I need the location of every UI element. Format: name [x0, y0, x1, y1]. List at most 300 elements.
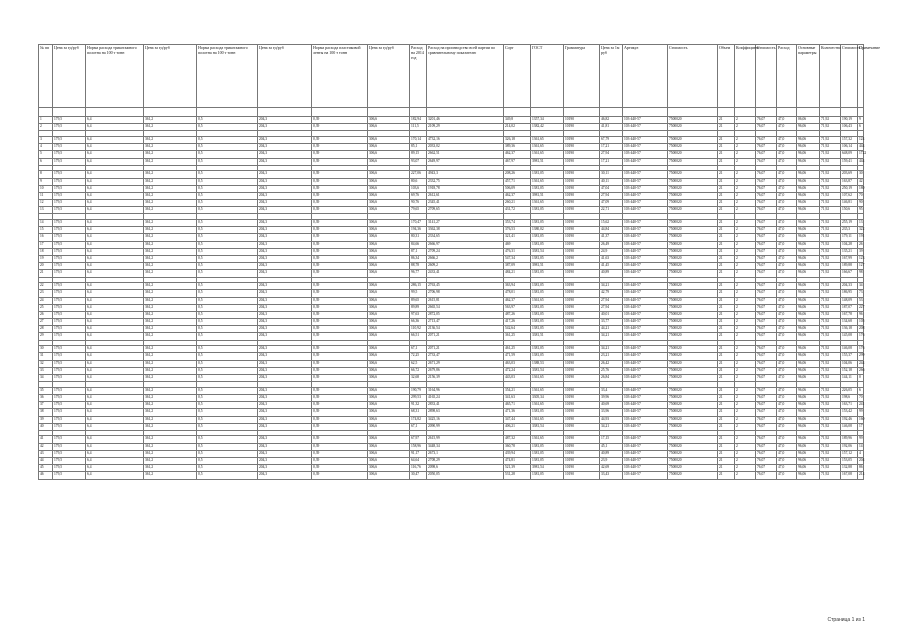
table-cell: 0,5 — [197, 465, 258, 472]
table-cell: 349,8 — [504, 117, 531, 124]
table-cell: 0,39 — [312, 353, 368, 360]
table-cell: 96,06 — [797, 158, 820, 165]
table-cell: 306,6 — [368, 207, 410, 214]
table-cell: 21 — [718, 319, 735, 326]
table-cell: 34,21 — [600, 283, 623, 290]
table-cell: 179,5 — [53, 220, 86, 227]
table-row — [39, 171, 864, 178]
table-cell: 0,39 — [312, 436, 368, 443]
table-cell: 66,72 — [410, 367, 427, 374]
table-row — [39, 319, 864, 326]
table-cell: 71,92 — [820, 353, 841, 360]
empty-cell — [820, 108, 841, 117]
table-cell: 21 — [718, 248, 735, 255]
empty-cell — [735, 108, 756, 117]
table-cell: 0,5 — [197, 192, 258, 199]
table-cell: 9 — [858, 117, 864, 124]
table-cell: 2 — [735, 283, 756, 290]
table-cell: 4943,3 — [427, 171, 504, 178]
table-cell: 10190 — [564, 304, 600, 311]
table-cell: 1382,42 — [531, 124, 564, 131]
table-cell: 0,39 — [312, 387, 368, 394]
table-cell: 179,5 — [53, 304, 86, 311]
table-cell: 0,5 — [197, 185, 258, 192]
table-cell: 0,39 — [312, 144, 368, 151]
table-cell: 179,5 — [53, 416, 86, 423]
table-cell: 103-440-57 — [623, 416, 668, 423]
table-cell: 96,06 — [797, 416, 820, 423]
table-cell: 0,39 — [312, 297, 368, 304]
table-cell: 103-440-57 — [623, 200, 668, 207]
table-cell: 2708,29 — [427, 458, 504, 465]
table-cell: 44,84 — [600, 227, 623, 234]
empty-cell — [312, 108, 368, 117]
table-cell: 71,92 — [820, 171, 841, 178]
table-cell: 10190 — [564, 283, 600, 290]
table-cell: 1381,05 — [531, 283, 564, 290]
table-cell: 21 — [718, 387, 735, 394]
table-row — [39, 117, 864, 124]
table-cell: 7500020 — [668, 402, 718, 409]
table-cell: 6,4 — [86, 367, 144, 374]
table-cell: 13 — [858, 220, 864, 227]
table-cell: 531,28 — [504, 472, 531, 479]
table-cell: 306,6 — [368, 248, 410, 255]
table-cell: 47,0 — [777, 443, 797, 450]
table-cell: 204,3 — [258, 248, 312, 255]
table-cell: 2 — [735, 443, 756, 450]
table-cell: 47,0 — [777, 319, 797, 326]
table-cell: 179,5 — [53, 472, 86, 479]
table-cell: 96,06 — [797, 241, 820, 248]
table-cell: 103-440-57 — [623, 319, 668, 326]
table-cell: 33,77 — [600, 319, 623, 326]
table-cell: 2 — [735, 319, 756, 326]
table-cell: 30 — [39, 346, 53, 353]
table-cell: 103-440-57 — [623, 248, 668, 255]
table-cell: 6,4 — [86, 423, 144, 430]
table-cell: 39,96 — [600, 394, 623, 401]
table-cell: 0,5 — [197, 144, 258, 151]
column-header: Примечание — [858, 45, 864, 108]
table-cell: 182,94 — [410, 117, 427, 124]
table-cell: 103-440-57 — [623, 333, 668, 340]
table-cell: 96,06 — [797, 136, 820, 143]
table-cell: 76,07 — [756, 220, 777, 227]
table-cell: 96,06 — [797, 220, 820, 227]
table-cell: 71,92 — [820, 227, 841, 234]
table-cell: 76,07 — [756, 374, 777, 381]
table-cell: 0,39 — [312, 304, 368, 311]
table-cell: 7500020 — [668, 458, 718, 465]
table-cell: 1381,05 — [531, 241, 564, 248]
table-cell: 40,01 — [600, 311, 623, 318]
column-header: Цена за 1м руб — [600, 45, 623, 108]
table-cell: 2612,61 — [427, 192, 504, 199]
table-cell: 71,92 — [820, 394, 841, 401]
table-cell: 47,0 — [777, 200, 797, 207]
table-cell: 44 — [39, 458, 53, 465]
table-cell: 98 — [858, 270, 864, 277]
table-cell: 103-440-57 — [623, 136, 668, 143]
table-cell: 89,65 — [410, 297, 427, 304]
table-cell: 34,21 — [600, 423, 623, 430]
table-cell: 179,5 — [53, 192, 86, 199]
table-cell: 2 — [735, 136, 756, 143]
table-cell: 76,07 — [756, 136, 777, 143]
table-cell: 33,4 — [600, 387, 623, 394]
table-cell: 361,2 — [144, 283, 197, 290]
table-cell: 1381,05 — [531, 409, 564, 416]
table-cell: 64,64 — [410, 458, 427, 465]
table-cell: 0,39 — [312, 458, 368, 465]
table-cell: 0,39 — [312, 171, 368, 178]
table-cell: 6,4 — [86, 360, 144, 367]
table-cell: 361,2 — [144, 409, 197, 416]
table-cell: 1381,05 — [531, 234, 564, 241]
table-cell: 443,03 — [504, 374, 531, 381]
table-cell: 10190 — [564, 409, 600, 416]
table-cell: 47,0 — [777, 374, 797, 381]
table-cell: 361,2 — [144, 443, 197, 450]
table-cell: 179,5 — [53, 290, 86, 297]
table-cell: 71,92 — [820, 248, 841, 255]
table-cell: 361,2 — [144, 158, 197, 165]
table-cell: 34,21 — [600, 346, 623, 353]
table-row — [39, 192, 864, 199]
table-cell: 71,92 — [820, 450, 841, 457]
table-cell: 103-440-57 — [623, 326, 668, 333]
table-cell: 37 — [39, 402, 53, 409]
table-cell: 132,88 — [841, 465, 858, 472]
table-cell: 0,5 — [197, 458, 258, 465]
table-cell: 47,0 — [777, 353, 797, 360]
table-cell: 71,92 — [820, 360, 841, 367]
table-cell: 96,06 — [797, 353, 820, 360]
table-cell: 179,5 — [53, 450, 86, 457]
table-cell: 47,0 — [777, 234, 797, 241]
table-cell: 134,68 — [841, 319, 858, 326]
table-cell: 204,3 — [258, 263, 312, 270]
table-cell: 21 — [718, 178, 735, 185]
table-cell: 71,92 — [820, 200, 841, 207]
table-cell: 157,32 — [841, 136, 858, 143]
table-cell: 8 — [39, 171, 53, 178]
table-cell: 21 — [718, 297, 735, 304]
table-cell: 21 — [718, 360, 735, 367]
table-cell: 204,3 — [258, 409, 312, 416]
table-cell: 67,1 — [410, 346, 427, 353]
table-cell: 71,92 — [820, 234, 841, 241]
table-cell: 89,89 — [410, 304, 427, 311]
table-cell: 361,2 — [144, 374, 197, 381]
table-cell: 167,99 — [841, 255, 858, 262]
column-header: Расход — [777, 45, 797, 108]
table-cell: 6,4 — [86, 304, 144, 311]
table-cell: 2 — [735, 367, 756, 374]
table-cell: 71,92 — [820, 387, 841, 394]
table-cell: 96,06 — [797, 200, 820, 207]
table-cell: 96,06 — [797, 367, 820, 374]
table-cell: 21 — [718, 394, 735, 401]
table-cell: 11 — [39, 192, 53, 199]
table-cell: 91,17 — [410, 450, 427, 457]
table-cell: 1381,05 — [531, 472, 564, 479]
table-cell: 7500020 — [668, 353, 718, 360]
table-cell: 6,4 — [86, 117, 144, 124]
table-cell: 103-440-57 — [623, 423, 668, 430]
table-cell: 2136,54 — [427, 326, 504, 333]
table-cell: 204,3 — [258, 402, 312, 409]
table-cell: 145,08 — [841, 333, 858, 340]
table-cell: 71,92 — [820, 436, 841, 443]
table-cell: 204,3 — [258, 472, 312, 479]
table-cell: 204,3 — [258, 367, 312, 374]
column-header: Основные параметры — [797, 45, 820, 108]
table-cell: 0,5 — [197, 151, 258, 158]
table-cell: 10190 — [564, 387, 600, 394]
table-cell: 7500020 — [668, 450, 718, 457]
table-cell: 10190 — [564, 117, 600, 124]
table-cell: 2 — [735, 409, 756, 416]
table-cell: 244 — [858, 360, 864, 367]
table-cell: 71,92 — [820, 346, 841, 353]
table-cell: 21 — [718, 207, 735, 214]
table-cell: 227 — [858, 304, 864, 311]
column-header: Расход на производство всей партии по сравнительному показателю — [427, 45, 504, 108]
table-cell: 174,82 — [410, 416, 427, 423]
table-cell: 7500020 — [668, 263, 718, 270]
table-cell: 361,2 — [144, 458, 197, 465]
table-cell: 179,5 — [53, 178, 86, 185]
data-table — [38, 44, 881, 480]
table-cell: 103-440-57 — [623, 297, 668, 304]
table-cell: 306,6 — [368, 450, 410, 457]
table-cell: 179,11 — [841, 234, 858, 241]
table-row — [39, 443, 864, 450]
table-cell: 10190 — [564, 472, 600, 479]
table-cell: 10190 — [564, 297, 600, 304]
table-cell: 306,6 — [368, 117, 410, 124]
table-cell: 306,6 — [368, 255, 410, 262]
table-cell: 10190 — [564, 124, 600, 131]
table-cell: 96,06 — [797, 151, 820, 158]
table-cell: 204,3 — [258, 290, 312, 297]
table-cell: 1361,65 — [531, 144, 564, 151]
table-cell: 648,09 — [841, 151, 858, 158]
table-cell: 0,39 — [312, 207, 368, 214]
table-cell: 0,39 — [312, 151, 368, 158]
table-cell: 361,2 — [144, 220, 197, 227]
table-cell: 76,07 — [756, 402, 777, 409]
table-cell: 2 — [735, 458, 756, 465]
table-cell: 2 — [735, 394, 756, 401]
table-cell: 0,5 — [197, 136, 258, 143]
table-cell: 32 — [39, 360, 53, 367]
table-cell: 10190 — [564, 200, 600, 207]
table-cell: 96,06 — [797, 311, 820, 318]
table-cell: 90 — [858, 200, 864, 207]
table-cell: 10190 — [564, 436, 600, 443]
table-cell: 306,6 — [368, 416, 410, 423]
table-cell: 484,21 — [504, 270, 531, 277]
table-cell: 192,06 — [841, 443, 858, 450]
empty-cell — [600, 108, 623, 117]
table-cell: 21 — [718, 220, 735, 227]
table-cell: 15,62 — [600, 220, 623, 227]
table-cell: 7500020 — [668, 200, 718, 207]
table-cell: 361,2 — [144, 304, 197, 311]
table-cell: 204,3 — [258, 200, 312, 207]
table-cell: 176 — [858, 333, 864, 340]
table-cell: 21 — [718, 326, 735, 333]
table-cell: 2 — [735, 360, 756, 367]
table-cell: 62,5 — [410, 360, 427, 367]
table-cell: 71,92 — [820, 117, 841, 124]
empty-cell — [756, 108, 777, 117]
table-cell: 0,5 — [197, 311, 258, 318]
table-cell: 189,88 — [841, 263, 858, 270]
table-cell: 7500020 — [668, 319, 718, 326]
table-cell: 306,6 — [368, 436, 410, 443]
table-cell: 18 — [39, 248, 53, 255]
table-cell: 361,2 — [144, 117, 197, 124]
table-cell: 41,81 — [600, 124, 623, 131]
table-cell: 10 — [39, 185, 53, 192]
table-cell: 14 — [858, 443, 864, 450]
table-cell: 76,07 — [756, 207, 777, 214]
table-cell: 47,0 — [777, 458, 797, 465]
table-cell: 47,0 — [777, 423, 797, 430]
table-cell: 40,11 — [600, 178, 623, 185]
table-header-row — [39, 45, 864, 108]
table-row — [39, 227, 864, 234]
table-cell: 0,5 — [197, 326, 258, 333]
table-cell: 71,92 — [820, 297, 841, 304]
table-cell: 46 — [39, 472, 53, 479]
table-cell: 204,3 — [258, 117, 312, 124]
table-cell: 76,07 — [756, 241, 777, 248]
table-cell: 0,5 — [197, 409, 258, 416]
table-cell: 179,5 — [53, 200, 86, 207]
table-cell: 179,5 — [53, 394, 86, 401]
empty-cell — [623, 108, 668, 117]
table-cell: 7500020 — [668, 255, 718, 262]
table-cell: 95 — [858, 207, 864, 214]
table-cell: 179,5 — [53, 185, 86, 192]
table-cell: 6,4 — [86, 472, 144, 479]
table-cell: 0,39 — [312, 241, 368, 248]
column-header: Коэффициент — [735, 45, 756, 108]
table-cell: 204,3 — [258, 192, 312, 199]
table-cell: 2 — [735, 200, 756, 207]
table-cell: 2666,2 — [427, 255, 504, 262]
table-cell: 47,0 — [777, 402, 797, 409]
table-cell: 506,09 — [504, 185, 531, 192]
table-cell: 204,3 — [258, 374, 312, 381]
table-cell: 10190 — [564, 423, 600, 430]
table-cell: 76,07 — [756, 333, 777, 340]
table-cell: 136,18 — [841, 326, 858, 333]
table-cell: 10190 — [564, 458, 600, 465]
table-cell: 88,78 — [410, 263, 427, 270]
table-cell: 6,4 — [86, 333, 144, 340]
table-cell: 7500020 — [668, 333, 718, 340]
table-cell: 10190 — [564, 241, 600, 248]
table-cell: 21 — [718, 124, 735, 131]
table-cell: 7500020 — [668, 283, 718, 290]
table-cell: 6,4 — [86, 241, 144, 248]
table-row — [39, 151, 864, 158]
table-cell: 2673,1 — [427, 450, 504, 457]
table-cell: 306,6 — [368, 290, 410, 297]
table-cell: 40,69 — [600, 402, 623, 409]
table-cell: 47,0 — [777, 416, 797, 423]
table-cell: 1381,05 — [531, 311, 564, 318]
table-cell: 76,07 — [756, 248, 777, 255]
table-cell: 0,39 — [312, 124, 368, 131]
table-cell: 2 — [735, 333, 756, 340]
table-cell: 96,06 — [797, 436, 820, 443]
table-cell: 42,79 — [600, 290, 623, 297]
table-cell: 179,5 — [53, 136, 86, 143]
table-cell: 7500020 — [668, 367, 718, 374]
table-cell: 0,39 — [312, 200, 368, 207]
table-cell: 21 — [718, 117, 735, 124]
table-cell: 47,0 — [777, 304, 797, 311]
table-cell: 7500020 — [668, 178, 718, 185]
table-cell: 47,0 — [777, 465, 797, 472]
table-cell: 96,06 — [797, 185, 820, 192]
table-row — [39, 472, 864, 479]
table-cell: 7500020 — [668, 311, 718, 318]
table-cell: 21 — [718, 458, 735, 465]
empty-cell — [841, 108, 858, 117]
table-cell: 106,43 — [841, 124, 858, 131]
table-cell: 306,6 — [368, 458, 410, 465]
table-cell: 179,5 — [53, 311, 86, 318]
table-cell: 71,92 — [820, 263, 841, 270]
table-cell: 76,07 — [756, 416, 777, 423]
table-cell: 2050,05 — [427, 472, 504, 479]
table-cell: 103-440-57 — [623, 185, 668, 192]
column-header: № пп — [39, 45, 53, 108]
table-cell: 9 — [39, 178, 53, 185]
empty-cell — [668, 108, 718, 117]
column-header: ГОСТ — [531, 45, 564, 108]
table-cell: 38 — [39, 409, 53, 416]
table-cell: 14 — [39, 220, 53, 227]
empty-cell — [564, 108, 600, 117]
table-cell: 2898,63 — [427, 409, 504, 416]
table-cell: 299 — [858, 353, 864, 360]
table-cell: 179,5 — [53, 227, 86, 234]
table-cell: 6 — [858, 124, 864, 131]
table-cell: 2 — [735, 290, 756, 297]
table-cell: 71,92 — [820, 241, 841, 248]
table-cell: 47,0 — [777, 151, 797, 158]
table-cell: 153,05 — [841, 458, 858, 465]
table-cell: 76,07 — [756, 151, 777, 158]
table-cell: 469 — [504, 241, 531, 248]
table-cell: 96,06 — [797, 423, 820, 430]
table-cell: 0,39 — [312, 360, 368, 367]
table-cell: 0,39 — [312, 255, 368, 262]
table-cell: 76,07 — [756, 124, 777, 131]
table-cell: 96,06 — [797, 394, 820, 401]
table-cell: 0,39 — [312, 333, 368, 340]
table-cell: 47,0 — [777, 124, 797, 131]
